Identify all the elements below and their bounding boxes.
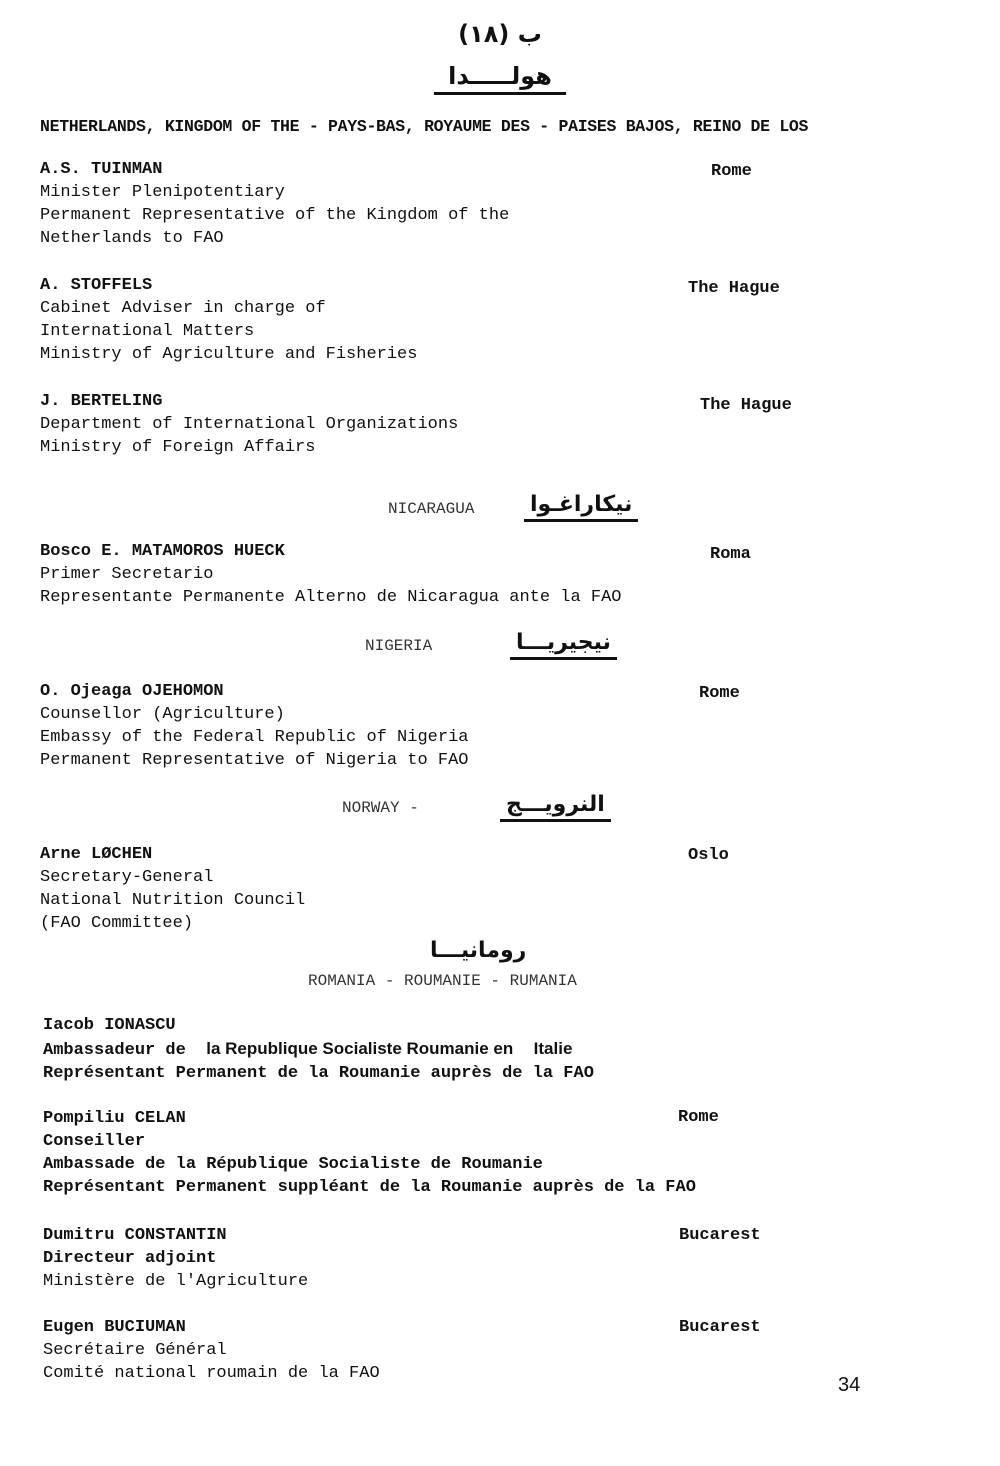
delegate-detail: (FAO Committee) (40, 914, 194, 933)
delegate-city: Roma (710, 545, 751, 564)
delegate-detail: Permanent Representative of Nigeria to FAO (40, 751, 469, 770)
page-number: 34 (838, 1374, 861, 1396)
delegate-city: The Hague (700, 396, 792, 415)
delegate-detail (43, 1037, 594, 1062)
delegate-city: Rome (711, 162, 752, 181)
delegate-detail: Primer Secretario (40, 565, 214, 584)
delegate-detail: Représentant Permanent de la Roumanie auprès de la FAO (43, 1064, 594, 1083)
delegate-entry (43, 1224, 308, 1293)
country-heading-arabic: نيجيريـــا (510, 630, 617, 660)
delegate-detail-part: la Republique Socialiste Roumanie en (206, 1039, 514, 1058)
page-label: ب (١٨) (458, 20, 542, 48)
delegate-detail: Directeur adjoint (43, 1249, 217, 1268)
delegate-detail-part: Ambassadeur de (43, 1041, 186, 1060)
delegate-city: Bucarest (679, 1226, 761, 1245)
delegate-detail: Representante Permanente Alterno de Nicaragua ante la FAO (40, 588, 622, 607)
country-heading: NIGERIA (365, 637, 433, 655)
delegate-name: Iacob IONASCU (43, 1016, 176, 1035)
delegate-detail: Cabinet Adviser in charge of (40, 299, 326, 318)
delegate-detail: Department of International Organizations (40, 415, 459, 434)
delegate-city: Oslo (688, 846, 729, 865)
delegate-entry (40, 540, 622, 609)
delegate-detail: Ministry of Foreign Affairs (40, 438, 316, 457)
delegate-detail: Netherlands to FAO (40, 229, 224, 248)
delegate-entry (40, 843, 305, 935)
delegate-name: Arne LØCHEN (40, 845, 153, 864)
country-heading: NORWAY - (342, 799, 419, 817)
delegate-name: Pompiliu CELAN (43, 1109, 186, 1128)
delegate-detail: Conseiller (43, 1132, 146, 1151)
country-line: NETHERLANDS, KINGDOM OF THE - PAYS-BAS, ROYAUME DES - PAISES BAJOS, REINO DE LOS (40, 117, 809, 136)
delegate-detail: Secrétaire Général (43, 1341, 227, 1360)
country-heading-arabic: رومانيـــا (430, 938, 527, 963)
country-heading-arabic: النرويـــج (500, 792, 611, 822)
delegate-detail: Permanent Representative of the Kingdom of the (40, 206, 510, 225)
delegate-detail: Ambassade de la République Socialiste de Roumanie (43, 1155, 543, 1174)
delegate-detail: Embassy of the Federal Republic of Nigeria (40, 728, 469, 747)
delegate-detail: National Nutrition Council (40, 891, 306, 910)
delegate-name: O. Ojeaga OJEHOMON (40, 682, 224, 701)
delegate-city: Rome (699, 684, 740, 703)
delegate-name: Eugen BUCIUMAN (43, 1318, 186, 1337)
country-heading: ROMANIA - ROUMANIE - RUMANIA (308, 972, 577, 990)
delegate-city: The Hague (688, 279, 780, 298)
delegate-detail: Ministry of Agriculture and Fisheries (40, 345, 418, 364)
delegate-detail: Ministère de l'Agriculture (43, 1272, 309, 1291)
delegate-entry (40, 274, 417, 366)
delegate-name: Bosco E. MATAMOROS HUECK (40, 542, 285, 561)
delegate-name: Dumitru CONSTANTIN (43, 1226, 227, 1245)
arabic-country-title: هولـــــدا (0, 62, 1000, 90)
delegate-detail: International Matters (40, 322, 255, 341)
delegate-name: J. BERTELING (40, 392, 163, 411)
delegate-detail: Comité national roumain de la FAO (43, 1364, 380, 1383)
delegate-detail: Minister Plenipotentiary (40, 183, 285, 202)
delegate-entry (43, 1316, 380, 1385)
delegate-entry (43, 1107, 696, 1199)
delegate-detail: Représentant Permanent suppléant de la Roumanie auprès de la FAO (43, 1178, 696, 1197)
country-heading: NICARAGUA (388, 500, 475, 518)
delegate-entry (40, 158, 509, 250)
delegate-entry (43, 1014, 594, 1085)
delegate-detail: Secretary-General (40, 868, 214, 887)
delegate-city: Bucarest (679, 1318, 761, 1337)
country-heading-arabic: نيكاراغـوا (524, 492, 638, 522)
delegate-name: A.S. TUINMAN (40, 160, 163, 179)
delegate-detail-part: Italie (533, 1039, 573, 1058)
delegate-name: A. STOFFELS (40, 276, 153, 295)
delegate-detail: Counsellor (Agriculture) (40, 705, 285, 724)
delegate-entry (40, 390, 458, 459)
delegate-city: Rome (678, 1108, 719, 1127)
delegate-entry (40, 680, 468, 772)
